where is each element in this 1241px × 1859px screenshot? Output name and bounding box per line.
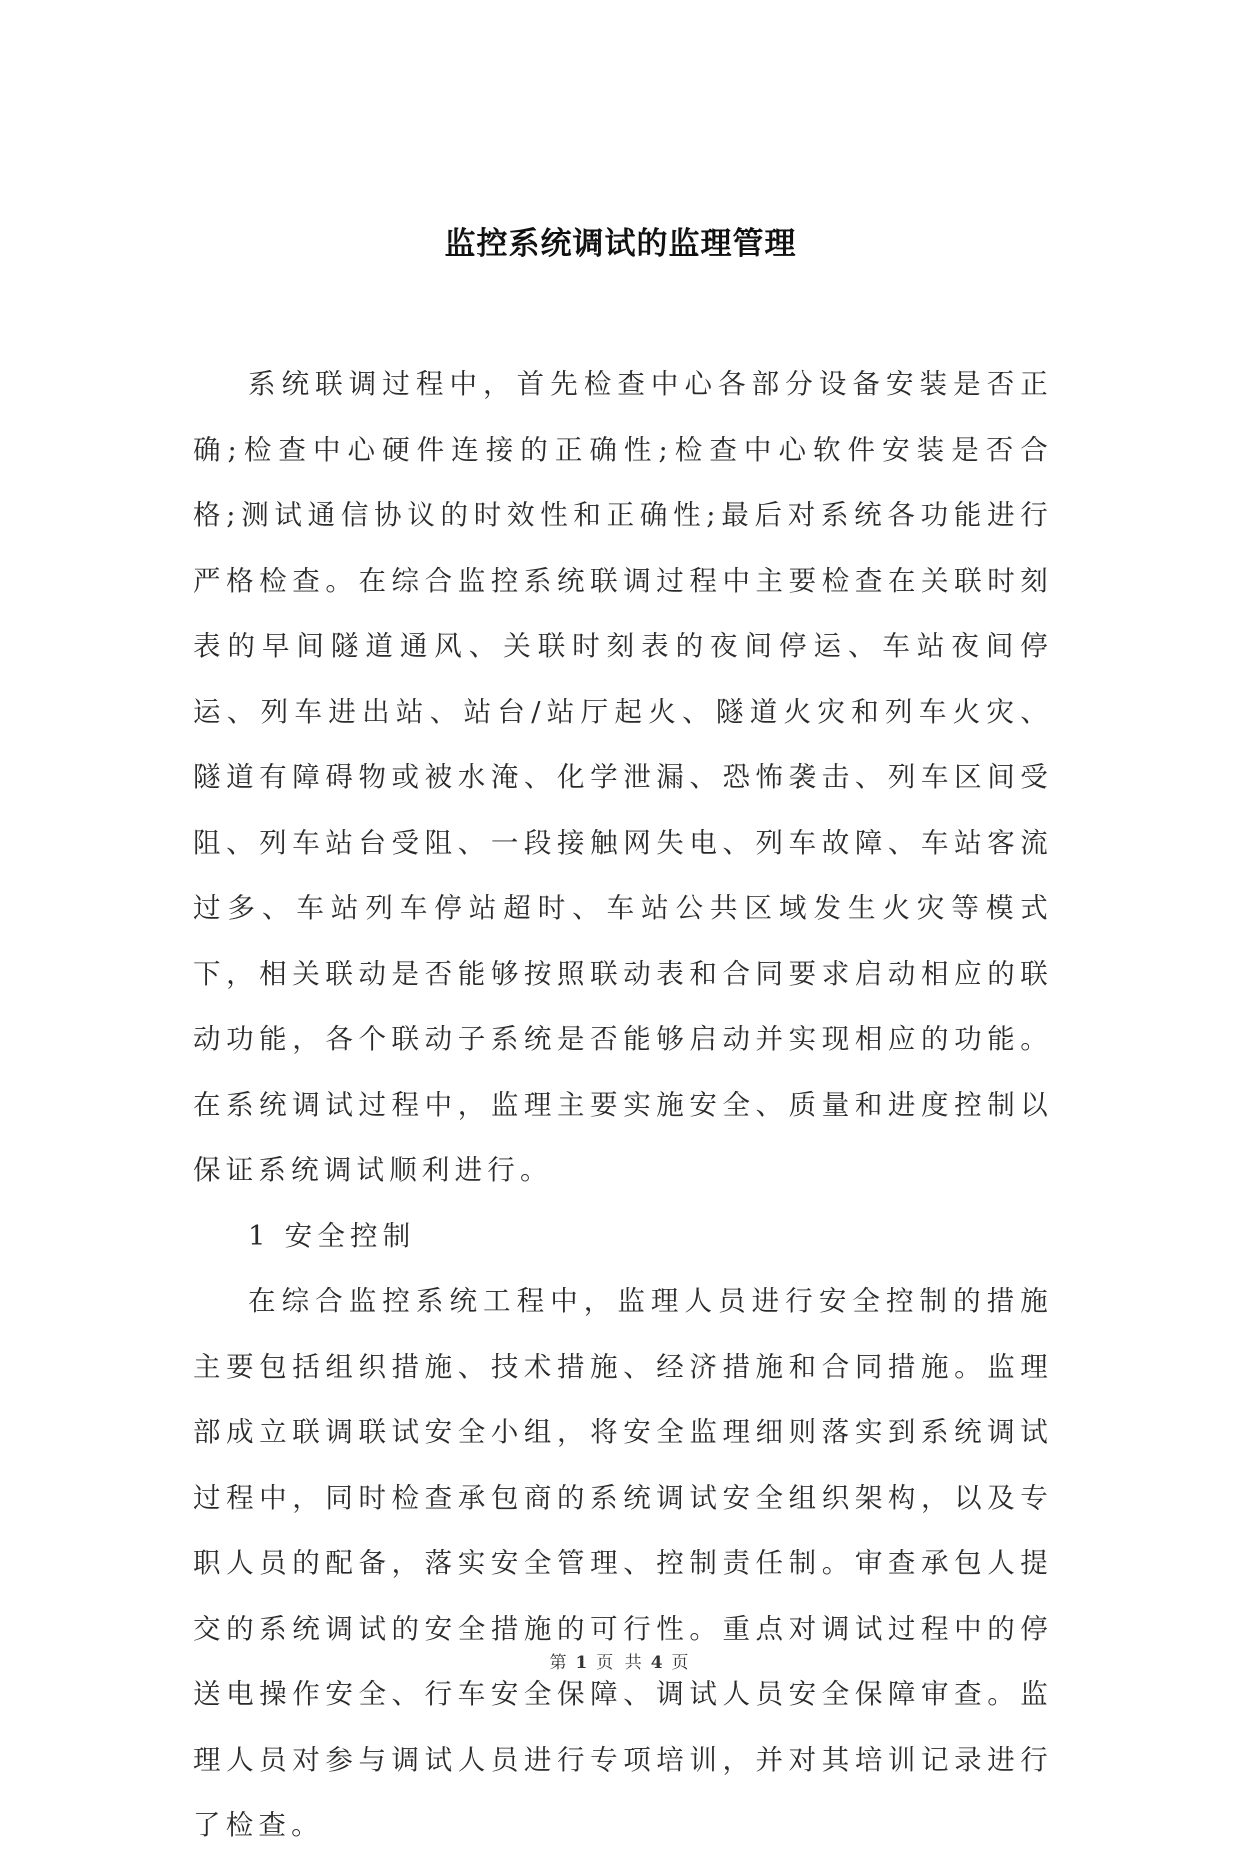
footer-mid: 页 共	[596, 1653, 645, 1673]
footer-prefix: 第	[549, 1653, 570, 1673]
page-footer	[0, 1648, 1241, 1673]
intro-paragraph: 系统联调过程中，首先检查中心各部分设备安装是否正确;检查中心硬件连接的正确性;检查中心软件安装是否合格;测试通信协议的时效性和正确性;最后对系统各功能进行严格检查。在综合监控系统联调过程中主要检查在关联时刻表的早间隧道通风、关联时刻表的夜间停运、车站夜间停运、列车进出站、站台/站厅起火、隧道火灾和列车火灾、隧道有障碍物或被水淹、化学泄漏、恐怖袭击、列车区间受阻、列车站台受阻、一段接触网失电、列车故障、车站客流过多、车站列车停站超时、车站公共区域发生火灾等模式下，相关联动是否能够按照联动表和合同要求启动相应的联动功能，各个联动子系统是否能够启动并实现相应的功能。在系统调试过程中，监理主要实施安全、质量和进度控制以保证系统调试顺利进行。	[193, 368, 1053, 1186]
section-heading-safety-control: 1 安全控制	[248, 1219, 416, 1252]
document-title: 监控系统调试的监理管理	[444, 226, 797, 262]
footer-total-pages: 4	[650, 1653, 666, 1673]
document-body	[193, 352, 1053, 1859]
safety-control-paragraph: 在综合监控系统工程中，监理人员进行安全控制的措施主要包括组织措施、技术措施、经济措施和合同措施。监理部成立联调联试安全小组，将安全监理细则落实到系统调试过程中，同时检查承包商的系统调试安全组织架构，以及专职人员的配备，落实安全管理、控制责任制。审查承包人提交的系统调试的安全措施的可行性。重点对调试过程中的停送电操作安全、行车安全保障、调试人员安全保障审查。监理人员对参与调试人员进行专项培训，并对其培训记录进行了检查。	[193, 1285, 1053, 1841]
footer-page-number: 1	[575, 1653, 591, 1673]
footer-suffix: 页	[671, 1653, 692, 1673]
